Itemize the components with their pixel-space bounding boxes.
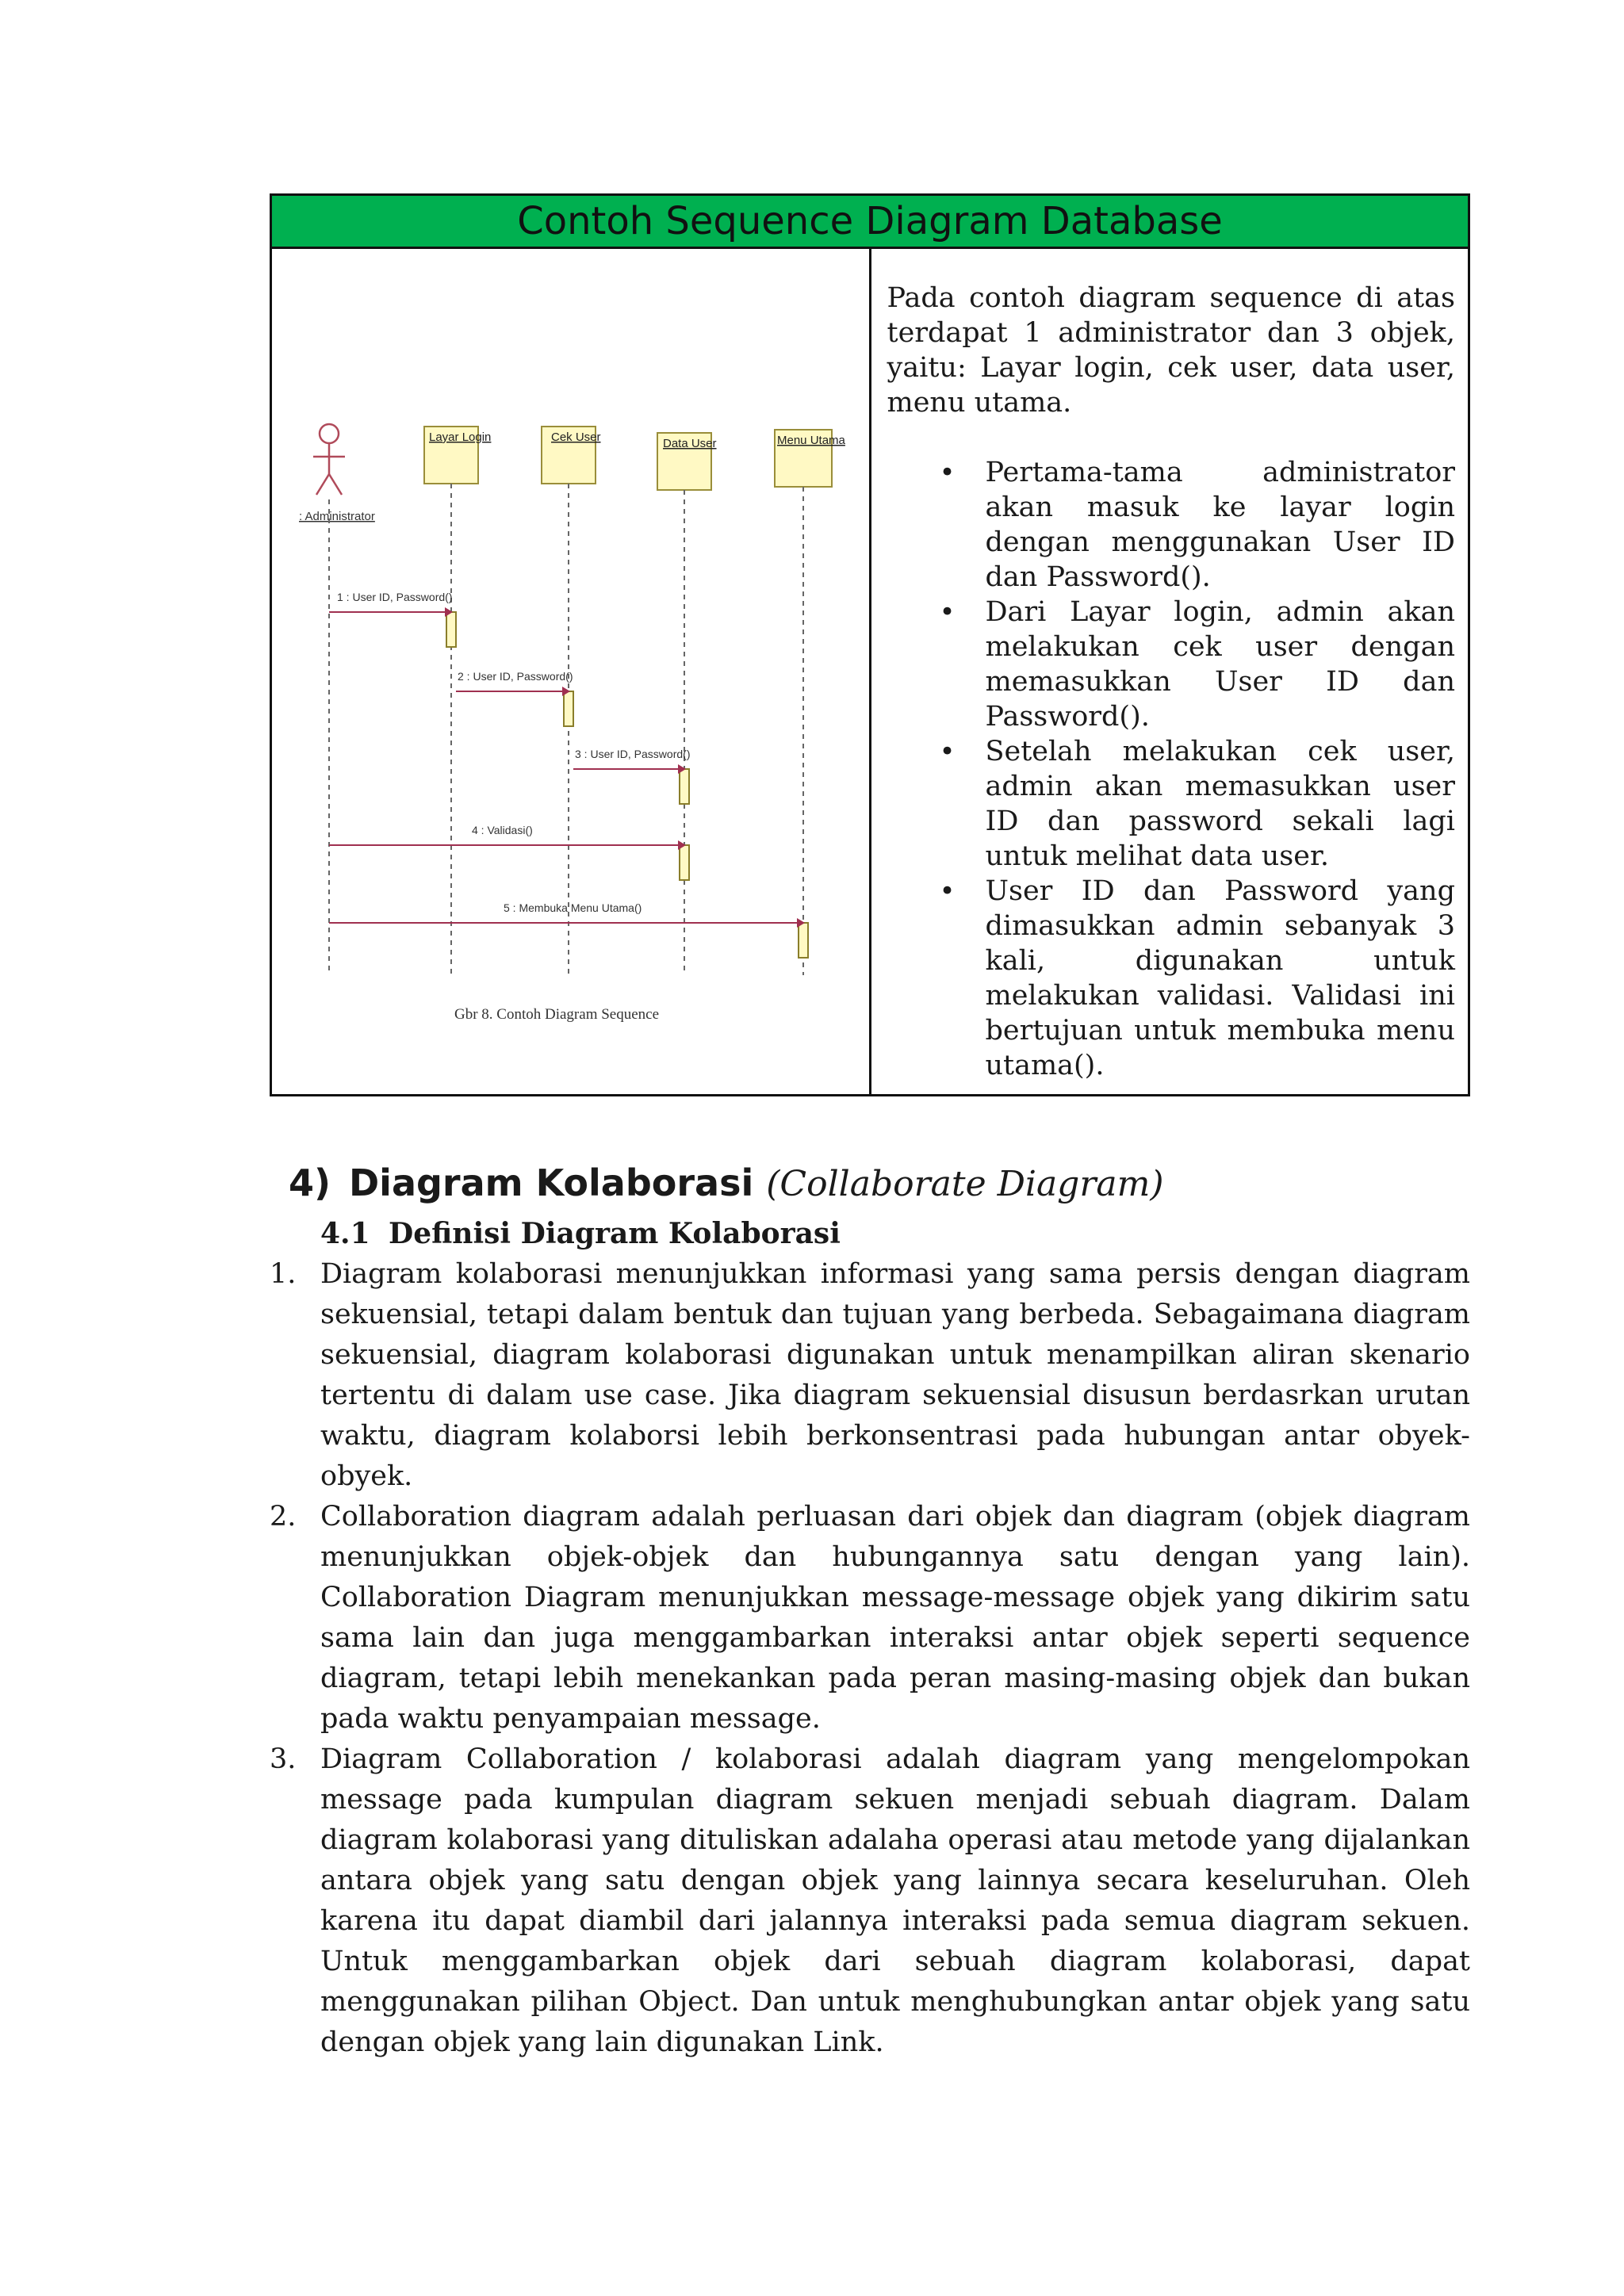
lifeline-label-data-user: Data User [663,437,717,450]
section-title: Diagram Kolaborasi [349,1161,754,1204]
bullet-list [887,455,1456,1083]
activation-data-user-2 [680,845,689,880]
message-label-4: 4 : Validasi() [472,824,533,836]
list-item [270,1497,1470,1739]
message-label-1: 1 : User ID, Password() [337,591,453,603]
subsection-number: 4.1 [320,1217,370,1250]
list-item: • User ID dan Password yang dimasukkan admin sebanyak 3 kali, digunakan untuk melakukan validasi. Validasi ini bertujuan untuk membuka menu utama(). [986,874,1456,1083]
list-text: Diagram Collaboration / kolaborasi adalah diagram yang mengelompokan message pada kumpulan diagram sekuen menjadi sebuah diagram. Dalam diagram kolaborasi yang dituliskan adalaha operasi atau metode yang dijalankan antara objek yang satu dengan objek yang lainnya secara keseluruhan. Oleh karena itu dapat diambil dari jalannya interaksi pada semua diagram sekuen. Untuk menggambarkan objek dari sebuah diagram kolaborasi, dapat menggunakan pilihan Object. Dan untuk menghubungkan antar objek yang satu dengan objek yang lain digunakan Link. [320,1743,1470,2058]
list-item [270,1254,1470,1497]
table-header: Contoh Sequence Diagram Database [271,195,1469,248]
lifeline-label-cek-user: Cek User [551,430,601,444]
activation-layar-login [446,612,456,647]
definition-list [270,1254,1470,2063]
list-text: Diagram kolaborasi menunjukkan informasi yang sama persis dengan diagram sekuensial, tetapi dalam bentuk dan tujuan yang berbeda. Sebagaimana diagram sekuensial, diagram kolaborasi digunakan untuk menampilkan aliran skenario tertentu di dalam use case. Jika diagram sekuensial disusun berdasrkan urutan waktu, diagram kolaborsi lebih berkonsentrasi pada hubungan antar obyek-obyek. [320,1258,1470,1492]
list-text: Collaboration diagram adalah perluasan dari objek dan diagram (objek diagram menunjukkan objek-objek dan hubungannya satu dengan yang lain). Collaboration Diagram menunjukkan message-message objek yang dikirim satu sama lain dan juga menggambarkan interaksi antar objek seperti sequence diagram, tetapi lebih menekankan pada peran masing-masing objek dan bukan pada waktu penyampaian message. [320,1501,1470,1735]
activation-cek-user [564,691,573,726]
section-heading [289,1161,1164,1207]
section-number: 4) [289,1161,331,1204]
sequence-diagram-figure [282,254,860,1086]
figure-caption: Gbr 8. Contoh Diagram Sequence [454,1006,660,1023]
list-number: 3. [270,1743,297,1775]
activation-menu-utama [799,923,808,958]
list-number: 2. [270,1501,297,1533]
list-item [270,1739,1470,2063]
actor-label: : Administrator [299,510,375,523]
subsection-title: Definisi Diagram Kolaborasi [389,1217,841,1250]
section-title-italic: (Collaborate Diagram) [766,1164,1164,1204]
lifeline-label-layar-login: Layar Login [429,430,492,444]
activation-data-user-1 [680,769,689,804]
list-number: 1. [270,1258,297,1290]
message-label-3: 3 : User ID, Password() [575,748,691,760]
list-item: • Setelah melakukan cek user, admin akan memasukkan user ID dan password sekali lagi untuk melihat data user. [986,734,1456,874]
intro-paragraph: Pada contoh diagram sequence di atas terdapat 1 administrator dan 3 objek, yaitu: Layar login, cek user, data user, menu utama. [887,282,1455,419]
example-table [270,193,1470,1096]
message-label-5: 5 : Membuka Menu Utama() [504,901,642,914]
message-label-2: 2 : User ID, Password() [458,670,573,683]
lifeline-label-menu-utama: Menu Utama [777,434,845,447]
actor-icon [313,424,345,495]
figure-cell [271,248,871,1096]
list-item: • Dari Layar login, admin akan melakukan cek user dengan memasukkan User ID dan Password(). [986,595,1456,734]
description-cell [870,248,1469,1096]
list-item: • Pertama-tama administrator akan masuk ke layar login dengan menggunakan User ID dan Password(). [986,455,1456,595]
subsection-heading [320,1215,841,1253]
